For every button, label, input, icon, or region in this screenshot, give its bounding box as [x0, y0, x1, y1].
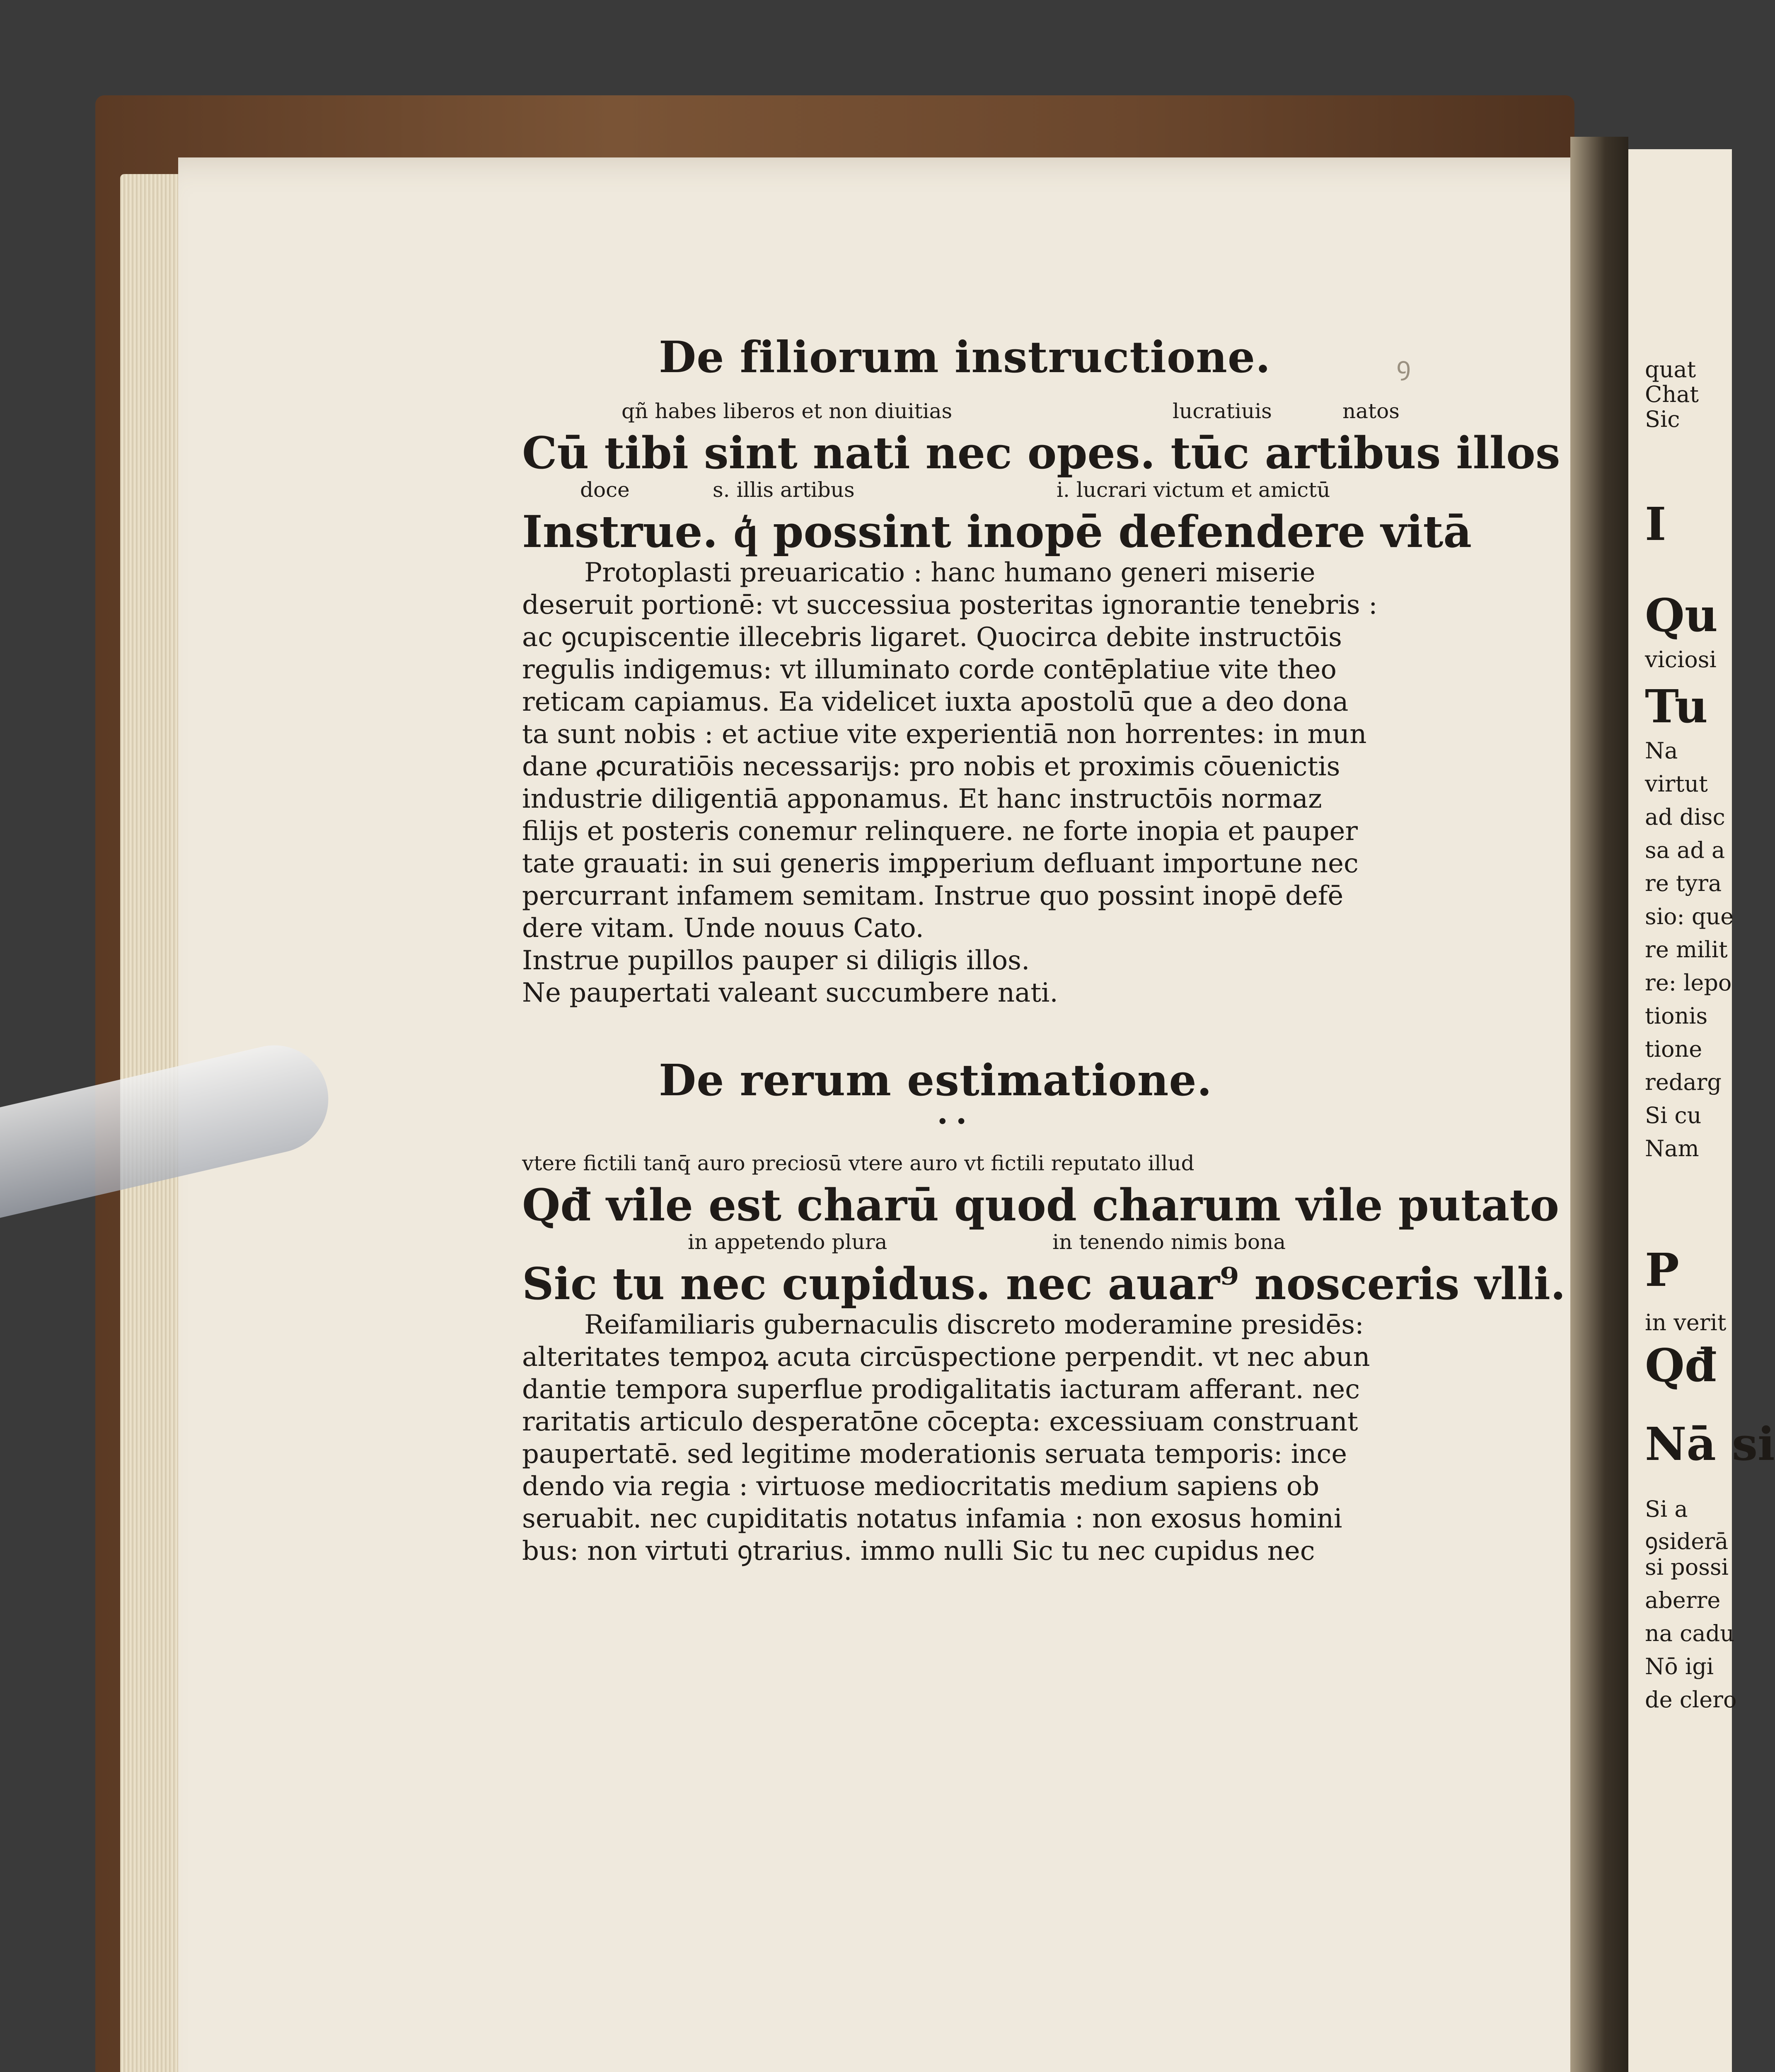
interlinear-gloss — [522, 399, 1442, 428]
facing-initial: P — [1645, 1243, 1679, 1297]
facing-fragment: Sic — [1645, 406, 1680, 432]
facing-fragment: viciosi — [1645, 646, 1717, 673]
facing-initial: I — [1645, 497, 1666, 551]
commentary-line: Instrue pupillos pauper si diligis illos. — [522, 945, 1030, 976]
gloss-text: lucratiuis — [1173, 399, 1272, 423]
facing-fragment: in verit — [1645, 1310, 1727, 1336]
commentary-line: alteritates tempoꝝ acuta circūspectione perpendit. vt nec abun — [522, 1342, 1370, 1372]
facing-fragment: virtut — [1645, 771, 1708, 797]
commentary-line: regulis indigemus: vt illuminato corde contēplatiue vite theo — [522, 654, 1337, 685]
commentary-line: dantie tempora superflue prodigalitatis iacturam afferant. nec — [522, 1374, 1360, 1405]
commentary-line: reticam capiamus. Ea videlicet iuxta apostolū que a deo dona — [522, 687, 1349, 717]
facing-fragment: Qđ — [1645, 1339, 1717, 1392]
section-heading: De rerum estimatione. — [659, 1055, 1212, 1106]
facing-fragment: Chat — [1645, 381, 1699, 407]
commentary-line: dane ꝓcuratiōis necessarijs: pro nobis et proximis cōuenictis — [522, 751, 1340, 782]
gloss-text: in appetendo plura — [688, 1230, 888, 1254]
gloss-text: in tenendo nimis bona — [1052, 1230, 1286, 1254]
commentary-line: Protoplasti preuaricatio : hanc humano generi miserie — [584, 557, 1316, 588]
verse-line: Cū tibi sint nati nec opes. tūc artibus illos — [522, 427, 1560, 479]
facing-fragment: quat — [1645, 356, 1696, 382]
facing-fragment: na cadu — [1645, 1620, 1734, 1646]
commentary-line: paupertatē. sed legitime moderationis seruata temporis: ince — [522, 1439, 1347, 1469]
facing-fragment: Si cu — [1645, 1102, 1702, 1128]
facing-fragment: Si a — [1645, 1496, 1688, 1522]
book-gutter — [1570, 137, 1628, 2072]
gloss-text: s. illis artibus — [713, 478, 855, 502]
facing-fragment: Na — [1645, 738, 1678, 764]
commentary-line: ac ꝯcupiscentie illecebris ligaret. Quocirca debite instructōis — [522, 622, 1342, 653]
commentary-line: dere vitam. Unde nouus Cato. — [522, 913, 924, 944]
facing-fragment: si possi — [1645, 1554, 1729, 1580]
facing-fragment: tionis — [1645, 1003, 1708, 1029]
gloss-text: vtere fictili tanq̄ auro preciosū vtere auro vt fictili reputato illud — [522, 1151, 1195, 1175]
facing-fragment: sio: que — [1645, 903, 1734, 929]
commentary-line: raritatis articulo desperatōne cōcepta: excessiuam construant — [522, 1406, 1358, 1437]
facing-fragment: tione — [1645, 1036, 1702, 1062]
interlinear-gloss — [522, 1230, 1442, 1259]
commentary-line: percurrant infamem semitam. Instrue quo possint inopē defē — [522, 881, 1344, 911]
section-spacer — [522, 1009, 1442, 1055]
commentary-line: Reifamiliaris gubernaculis discreto moderamine presidēs: — [584, 1310, 1364, 1340]
facing-fragment: Nā si — [1645, 1417, 1775, 1471]
page-corner-mark: ꝯ — [1396, 352, 1411, 381]
commentary-line: Ne paupertati valeant succumbere nati. — [522, 978, 1058, 1008]
facing-fragment: ꝯsiderā — [1645, 1528, 1729, 1554]
facing-fragment: sa ad a — [1645, 837, 1725, 863]
commentary-line: ta sunt nobis : et actiue vite experientiā non horrentes: in mun — [522, 719, 1367, 750]
verse-line: Sic tu nec cupidus. nec auar⁹ nosceris vlli. — [522, 1258, 1566, 1310]
facing-fragment: Tu — [1645, 680, 1708, 733]
facing-fragment: Nam — [1645, 1135, 1699, 1162]
commentary-line: industrie diligentiā apponamus. Et hanc instructōis normaz — [522, 784, 1322, 814]
gloss-mark: • • — [936, 1110, 967, 1134]
facing-page — [1628, 149, 1775, 2072]
commentary-line: bus: non virtuti ꝯtrarius. immo nulli Sic tu nec cupidus nec — [522, 1536, 1315, 1566]
gloss-text: natos — [1342, 399, 1400, 423]
facing-fragment: Nō igi — [1645, 1653, 1714, 1680]
facing-fragment: de clero — [1645, 1687, 1737, 1713]
interlinear-gloss — [522, 1110, 1442, 1151]
main-text — [522, 332, 1566, 1567]
interlinear-gloss — [522, 1151, 1442, 1180]
commentary-line: filijs et posteris conemur relinquere. ne forte inopia et pauper — [522, 816, 1358, 847]
facing-fragment: redarg — [1645, 1069, 1722, 1095]
commentary-line: seruabit. nec cupiditatis notatus infamia : non exosus homini — [522, 1503, 1342, 1534]
section-heading: De filiorum instructione. — [659, 332, 1271, 382]
verse-line: Qđ vile est charū quod charum vile putato — [522, 1179, 1560, 1231]
facing-fragment: re tyra — [1645, 870, 1722, 896]
facing-fragment: re: lepo — [1645, 970, 1732, 996]
commentary-line: deseruit portionē: vt successiua posteritas ignorantie tenebris : — [522, 590, 1378, 620]
commentary-line: dendo via regia : virtuose mediocritatis medium sapiens ob — [522, 1471, 1320, 1502]
verse-line: Instrue. q͛ possint inopē defendere vitā — [522, 506, 1472, 557]
gloss-text: i. lucrari victum et amictū — [1057, 478, 1330, 502]
gloss-text: doce — [580, 478, 630, 502]
gloss-text: qñ habes liberos et non diuitias — [621, 399, 953, 423]
facing-fragment: re milit — [1645, 937, 1728, 963]
facing-fragment: Qu — [1645, 588, 1718, 642]
interlinear-gloss — [522, 478, 1442, 507]
commentary-line: tate grauati: in sui generis imꝑperium defluant importune nec — [522, 848, 1359, 879]
facing-fragment: aberre — [1645, 1587, 1721, 1613]
facing-fragment: ad disc — [1645, 804, 1725, 830]
